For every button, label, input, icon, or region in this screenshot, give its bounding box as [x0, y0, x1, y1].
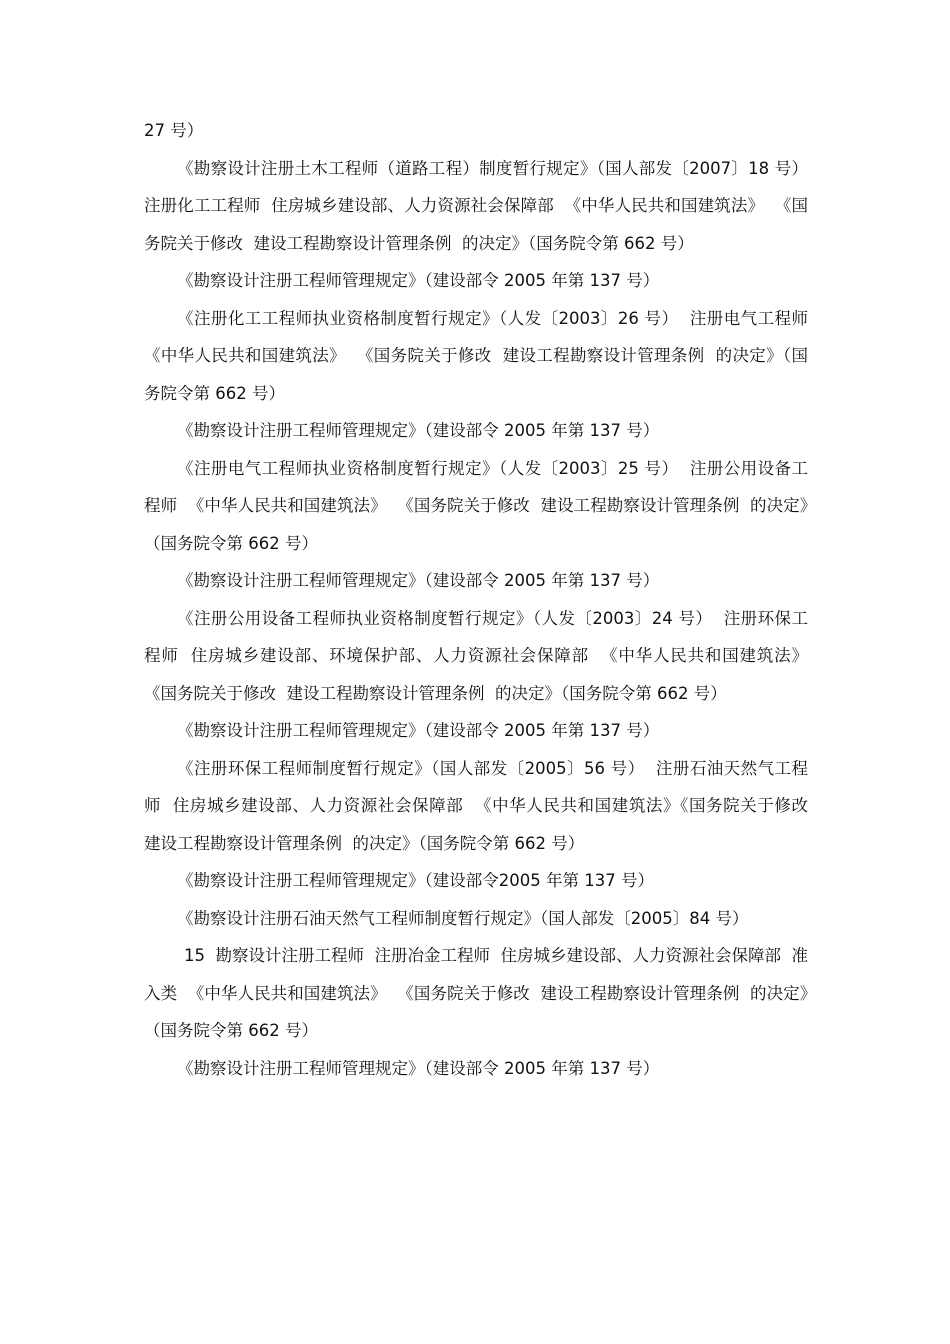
paragraph: 《勘察设计注册工程师管理规定》（建设部令 2005 年第 137 号）: [177, 571, 660, 590]
paragraph: 《注册化工工程师执业资格制度暂行规定》（人发〔2003〕26 号） 注册电气工程师 《中华人民共和国建筑法》 《国务院关于修改 建设工程勘察设计管理条例 的决定》（国务院令第 662 号）: [144, 308, 819, 403]
paragraph: 《勘察设计注册工程师管理规定》（建设部令 2005 年第 137 号）: [177, 721, 660, 740]
paragraph: 《注册公用设备工程师执业资格制度暂行规定》（人发〔2003〕24 号） 注册环保工程师 住房城乡建设部、环境保护部、人力资源社会保障部 《中华人民共和国建筑法》 《国务院关于修改 建设工程勘察设计管理条例 的决定》（国务院令第 662 号）: [144, 608, 819, 703]
paragraph: 《勘察设计注册土木工程师（道路工程）制度暂行规定》（国人部发〔2007〕18 号） 注册化工工程师 住房城乡建设部、人力资源社会保障部 《中华人民共和国建筑法》 《国务院关于修改 建设工程勘察设计管理条例 的决定》（国务院令第 662 号）: [144, 158, 819, 253]
paragraph: 《勘察设计注册工程师管理规定》（建设部令 2005 年第 137 号）: [177, 421, 660, 440]
paragraph: 27 号）: [144, 121, 204, 140]
paragraph: 15 勘察设计注册工程师 注册冶金工程师 住房城乡建设部、人力资源社会保障部 准入类 《中华人民共和国建筑法》 《国务院关于修改 建设工程勘察设计管理条例 的决定》（国务院令第 662 号）: [144, 946, 808, 1040]
paragraph: 《注册环保工程师制度暂行规定》（国人部发〔2005〕56 号） 注册石油天然气工程师 住房城乡建设部、人力资源社会保障部 《中华人民共和国建筑法》《国务院关于修改 建设工程勘察设计管理条例 的决定》（国务院令第 662 号）: [144, 758, 819, 853]
paragraph: 《勘察设计注册工程师管理规定》（建设部令2005 年第 137 号）: [177, 871, 654, 890]
document-page: [144, 112, 819, 1087]
paragraph: 《勘察设计注册工程师管理规定》（建设部令 2005 年第 137 号）: [177, 1058, 660, 1078]
paragraph: 《勘察设计注册石油天然气工程师制度暂行规定》（国人部发〔2005〕84 号）: [177, 908, 749, 928]
paragraph: 《勘察设计注册工程师管理规定》（建设部令 2005 年第 137 号）: [177, 271, 660, 290]
paragraph: 《注册电气工程师执业资格制度暂行规定》（人发〔2003〕25 号） 注册公用设备工程师 《中华人民共和国建筑法》 《国务院关于修改 建设工程勘察设计管理条例 的决定》（国务院令第 662 号）: [144, 458, 808, 553]
